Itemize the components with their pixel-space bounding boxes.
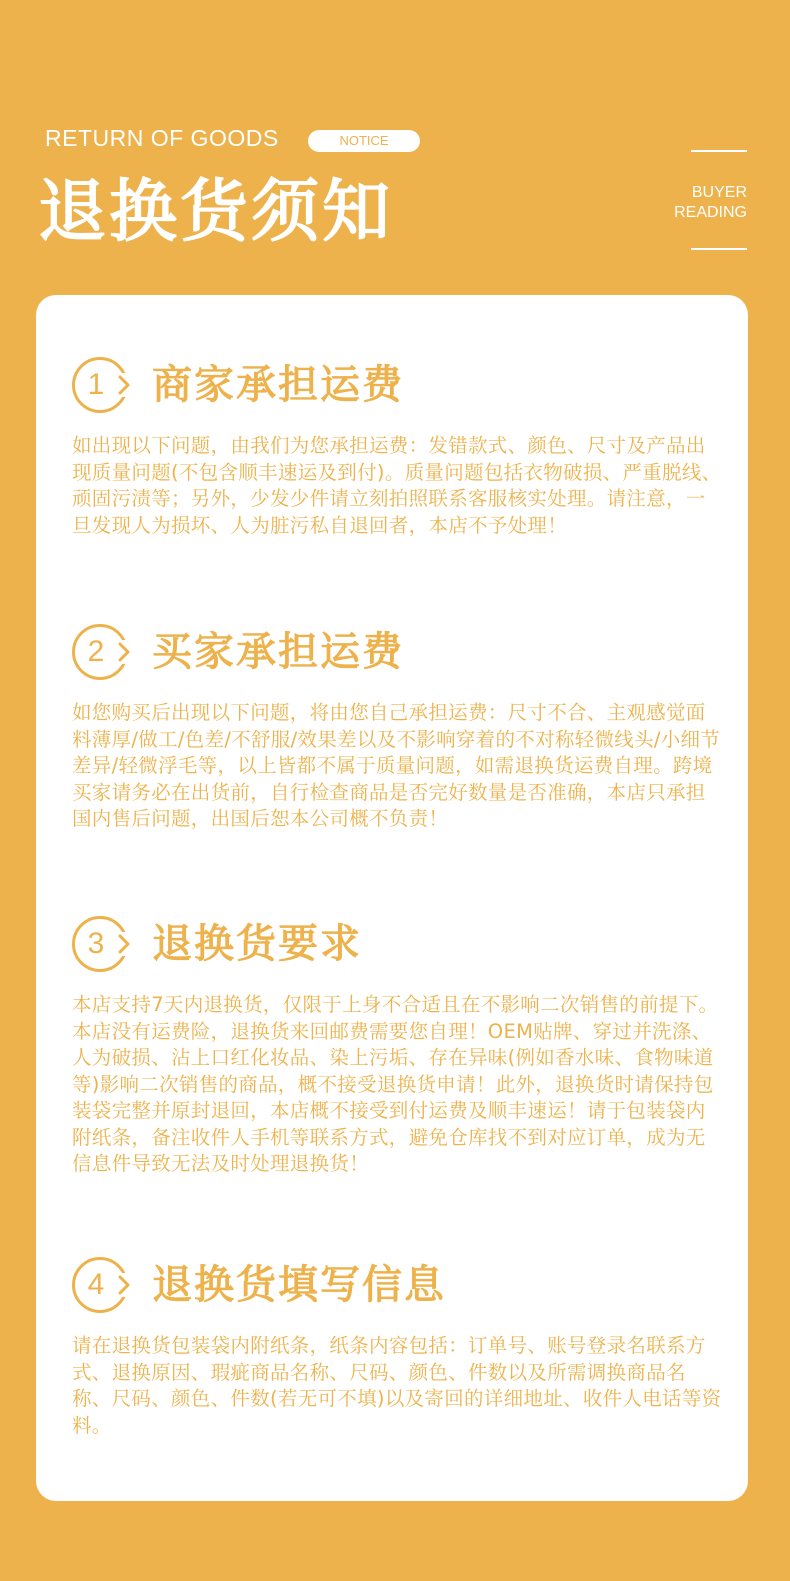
section-number: 3 [87, 927, 105, 960]
header-english-title: RETURN OF GOODS [45, 125, 279, 151]
section-body: 如您购买后出现以下问题，将由您自己承担运费：尺寸不合、主观感觉面料薄厚/做工/色差/不舒服/效果差以及不影响穿着的不对称轻微线头/小细节差异/轻微浮毛等，以上皆都不属于质量问题，如需退换货运费自理。跨境买家请务必在出货前，自行检查商品是否完好数量是否准确，本店只承担国内售后问题，出国后恕本公司概不负责！ [72, 701, 721, 830]
section-body: 如出现以下问题，由我们为您承担运费：发错款式、颜色、尺寸及产品出现质量问题(不包含顺丰速运及到付)。质量问题包括衣物破损、严重脱线、顽固污渍等；另外，少发少件请立刻拍照联系客服核实处理。请注意，一旦发现人为损坏、人为脏污私自退回者，本店不予处理！ [72, 434, 722, 537]
section-title: 退换货要求 [152, 921, 362, 967]
divider-bottom [691, 248, 747, 250]
chevron-right-icon [115, 373, 137, 397]
chevron-right-icon [115, 932, 137, 956]
section-header [72, 620, 722, 686]
buyer-reading-label [674, 183, 747, 223]
section-title: 退换货填写信息 [152, 1262, 446, 1308]
section-merchant-shipping [72, 353, 722, 539]
buyer-label-line1: BUYER [691, 184, 747, 201]
section-number: 2 [87, 635, 105, 668]
section-header [72, 1253, 722, 1319]
number-circle-icon [72, 357, 128, 413]
chevron-right-icon [115, 1273, 137, 1297]
section-body: 请在退换货包装袋内附纸条，纸条内容包括：订单号、账号登录名联系方式、退换原因、瑕疵商品名称、尺码、颜色、件数以及所需调换商品名称、尺码、颜色、件数(若无可不填)以及寄回的详细地址、收件人电话等资料。 [72, 1334, 722, 1437]
notice-card [36, 295, 748, 1501]
section-body: 本店支持7天内退换货，仅限于上身不合适且在不影响二次销售的前提下。本店没有运费险，退换货来回邮费需要您自理！OEM贴牌、穿过并洗涤、人为破损、沾上口红化妆品、染上污垢、存在异味(例如香水味、食物味道等)影响二次销售的商品，概不接受退换货申请！此外，退换货时请保持包装袋完整并原封退回，本店概不接受到付运费及顺丰速运！请于包装袋内附纸条，备注收件人手机等联系方式，避免仓库找不到对应订单，成为无信息件导致无法及时处理退换货！ [72, 993, 719, 1175]
divider-top [691, 150, 747, 152]
buyer-label-line2: READING [674, 204, 747, 221]
section-header [72, 912, 722, 978]
section-return-requirements [72, 912, 722, 1178]
page-title: 退换货须知 [38, 173, 394, 252]
number-circle-icon [72, 1257, 128, 1313]
section-number: 4 [87, 1268, 105, 1301]
buyer-reading-block [665, 150, 747, 252]
number-circle-icon [72, 916, 128, 972]
number-circle-icon [72, 624, 128, 680]
section-header [72, 353, 722, 419]
section-title: 买家承担运费 [152, 629, 404, 675]
section-number: 1 [87, 368, 105, 401]
chevron-right-icon [115, 640, 137, 664]
section-title: 商家承担运费 [152, 362, 404, 408]
section-return-info [72, 1253, 722, 1439]
section-buyer-shipping [72, 620, 722, 833]
notice-badge: NOTICE [308, 130, 420, 152]
